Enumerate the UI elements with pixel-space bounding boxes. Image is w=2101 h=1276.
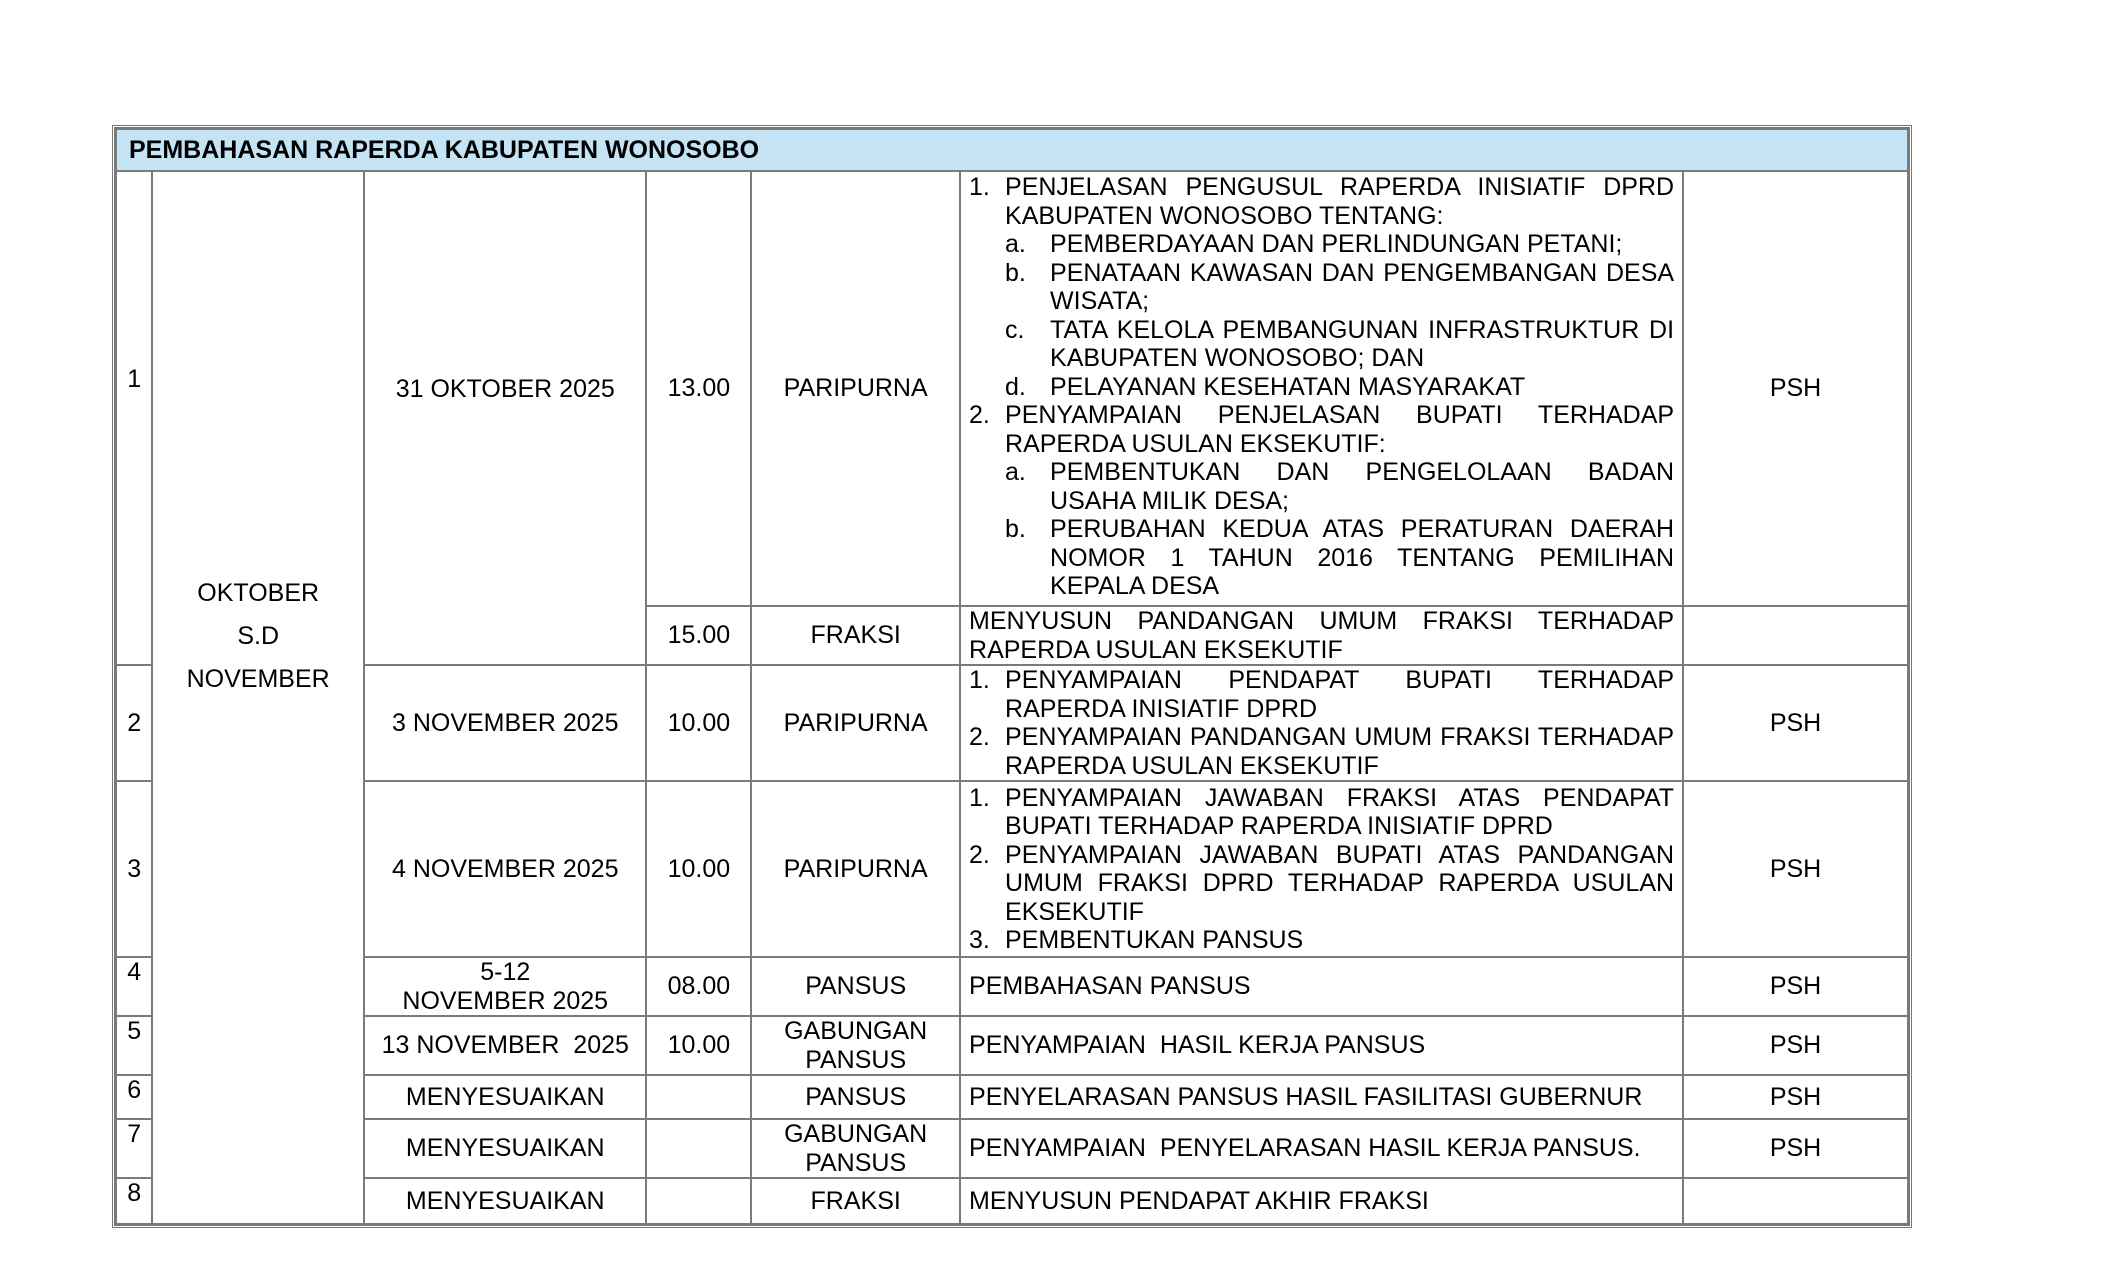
forum-cell: PARIPURNA (751, 171, 960, 606)
time-cell (646, 1075, 751, 1119)
table-row (116, 957, 1908, 1016)
item-marker: 1. (969, 173, 990, 201)
item-text: PEMBENTUKAN PANSUS (1005, 926, 1304, 954)
time-cell: 10.00 (646, 665, 751, 781)
date-cell (364, 957, 646, 1016)
forum-cell: FRAKSI (751, 1178, 960, 1224)
forum-line-1: GABUNGAN (784, 1017, 928, 1045)
date-cell: 3 NOVEMBER 2025 (364, 665, 646, 781)
time-cell (646, 1178, 751, 1224)
agenda-subitem (1005, 515, 1674, 601)
agenda-subitem (1005, 230, 1674, 259)
subitem-text: PEMBENTUKAN DAN PENGELOLAAN BADAN USAHA MILIK DESA; (1050, 458, 1675, 515)
agenda-item (969, 841, 1674, 927)
date-cell: MENYESUAIKAN (364, 1178, 646, 1224)
date-cell: 31 OKTOBER 2025 (364, 171, 646, 606)
item-text: PENYAMPAIAN JAWABAN BUPATI ATAS PANDANGAN UMUM FRAKSI DPRD TERHADAP RAPERDA USULAN EKSEKUTIF (1005, 840, 1675, 926)
agenda-cell (960, 781, 1683, 957)
subitem-marker: a. (1005, 458, 1026, 486)
forum-cell (751, 1016, 960, 1075)
pic-cell: PSH (1683, 665, 1908, 781)
pic-cell: PSH (1683, 1119, 1908, 1178)
row-number (116, 606, 152, 665)
subitem-text: PERUBAHAN KEDUA ATAS PERATURAN DAERAH NOMOR 1 TAHUN 2016 TENTANG PEMILIHAN KEPALA DESA (1050, 515, 1675, 600)
subitem-text: PEMBERDAYAAN DAN PERLINDUNGAN PETANI; (1050, 230, 1623, 258)
date-cell (364, 606, 646, 665)
forum-cell (751, 1119, 960, 1178)
subitem-text: PELAYANAN KESEHATAN MASYARAKAT (1050, 372, 1526, 401)
item-marker: 2. (969, 401, 990, 429)
item-marker: 2. (969, 840, 990, 869)
pic-cell (1683, 606, 1908, 665)
forum-cell: PARIPURNA (751, 781, 960, 957)
subitem-text: TATA KELOLA PEMBANGUNAN INFRASTRUKTUR DI KABUPATEN WONOSOBO; DAN (1050, 315, 1675, 372)
item-marker: 1. (969, 666, 990, 694)
agenda-cell: MENYUSUN PENDAPAT AKHIR FRAKSI (960, 1178, 1683, 1224)
item-text: PENYAMPAIAN PANDANGAN UMUM FRAKSI TERHADAP RAPERDA USULAN EKSEKUTIF (1005, 723, 1675, 780)
row-number: 8 (116, 1178, 152, 1224)
agenda-subitem (1005, 316, 1674, 373)
row-number: 7 (116, 1119, 152, 1178)
table-title-row (116, 129, 1908, 171)
pic-cell: PSH (1683, 957, 1908, 1016)
item-marker: 1. (969, 783, 990, 812)
agenda-item (969, 401, 1674, 601)
forum-cell: PARIPURNA (751, 665, 960, 781)
agenda-cell (960, 171, 1683, 606)
table-row (116, 1075, 1908, 1119)
forum-cell: PANSUS (751, 1075, 960, 1119)
agenda-cell: PENYAMPAIAN PENYELARASAN HASIL KERJA PANSUS. (960, 1119, 1683, 1178)
pic-cell: PSH (1683, 1075, 1908, 1119)
time-cell: 15.00 (646, 606, 751, 665)
table-title: PEMBAHASAN RAPERDA KABUPATEN WONOSOBO (116, 129, 1908, 171)
agenda-cell: PEMBAHASAN PANSUS (960, 957, 1683, 1016)
agenda-subitem (1005, 458, 1674, 515)
time-cell (646, 1119, 751, 1178)
table-row (116, 606, 1908, 665)
schedule-table (112, 125, 1912, 1228)
period-line-3: NOVEMBER (186, 665, 330, 693)
subitem-marker: b. (1005, 258, 1026, 287)
item-text: PENYAMPAIAN PENJELASAN BUPATI TERHADAP RAPERDA USULAN EKSEKUTIF: (1005, 401, 1675, 458)
row-number-text: 1 (127, 364, 142, 393)
row-number: 2 (116, 665, 152, 781)
row-number: 4 (116, 957, 152, 1016)
subitem-marker: a. (1005, 230, 1026, 258)
agenda-item (969, 666, 1674, 723)
row-number: 5 (116, 1016, 152, 1075)
time-cell: 08.00 (646, 957, 751, 1016)
row-number (116, 171, 152, 606)
agenda-item (969, 723, 1674, 780)
item-marker: 2. (969, 723, 990, 751)
subitem-text: PENATAAN KAWASAN DAN PENGEMBANGAN DESA WISATA; (1050, 258, 1675, 315)
pic-cell (1683, 1178, 1908, 1224)
time-cell: 10.00 (646, 781, 751, 957)
agenda-subitem (1005, 259, 1674, 316)
table-row (116, 665, 1908, 781)
forum-line-2: PANSUS (805, 1148, 907, 1177)
time-cell: 10.00 (646, 1016, 751, 1075)
date-cell: 4 NOVEMBER 2025 (364, 781, 646, 957)
agenda-cell: PENYAMPAIAN HASIL KERJA PANSUS (960, 1016, 1683, 1075)
subitem-marker: b. (1005, 515, 1026, 543)
table-row (116, 1016, 1908, 1075)
pic-cell: PSH (1683, 781, 1908, 957)
agenda-item (969, 173, 1674, 401)
time-cell: 13.00 (646, 171, 751, 606)
pic-cell: PSH (1683, 1016, 1908, 1075)
forum-cell: FRAKSI (751, 606, 960, 665)
table-row (116, 1178, 1908, 1224)
forum-line-1: GABUNGAN (784, 1120, 928, 1148)
date-cell: MENYESUAIKAN (364, 1075, 646, 1119)
item-text: PENYAMPAIAN JAWABAN FRAKSI ATAS PENDAPAT BUPATI TERHADAP RAPERDA INISIATIF DPRD (1005, 783, 1675, 840)
forum-cell: PANSUS (751, 957, 960, 1016)
table-row (116, 781, 1908, 957)
agenda-item (969, 784, 1674, 841)
subitem-marker: c. (1005, 315, 1025, 344)
agenda-cell: PENYELARASAN PANSUS HASIL FASILITASI GUBERNUR (960, 1075, 1683, 1119)
agenda-cell (960, 665, 1683, 781)
forum-line-2: PANSUS (805, 1045, 907, 1074)
agenda-item (969, 926, 1674, 955)
period-line-1: OKTOBER (197, 579, 320, 607)
agenda-subitem (1005, 373, 1674, 402)
subitem-marker: d. (1005, 372, 1026, 401)
agenda-cell: MENYUSUN PANDANGAN UMUM FRAKSI TERHADAP RAPERDA USULAN EKSEKUTIF (960, 606, 1683, 665)
item-marker: 3. (969, 926, 990, 954)
period-line-2: S.D (237, 622, 280, 650)
date-line-1: 5-12 (480, 958, 531, 986)
date-cell: MENYESUAIKAN (364, 1119, 646, 1178)
period-cell (152, 171, 364, 1224)
row-number: 3 (116, 781, 152, 957)
table-row (116, 1119, 1908, 1178)
item-text: PENJELASAN PENGUSUL RAPERDA INISIATIF DPRD KABUPATEN WONOSOBO TENTANG: (1005, 173, 1675, 230)
table-row (116, 171, 1908, 606)
date-line-2: NOVEMBER 2025 (402, 986, 609, 1015)
item-text: PENYAMPAIAN PENDAPAT BUPATI TERHADAP RAPERDA INISIATIF DPRD (1005, 666, 1675, 723)
pic-cell: PSH (1683, 171, 1908, 606)
row-number: 6 (116, 1075, 152, 1119)
date-cell: 13 NOVEMBER 2025 (364, 1016, 646, 1075)
